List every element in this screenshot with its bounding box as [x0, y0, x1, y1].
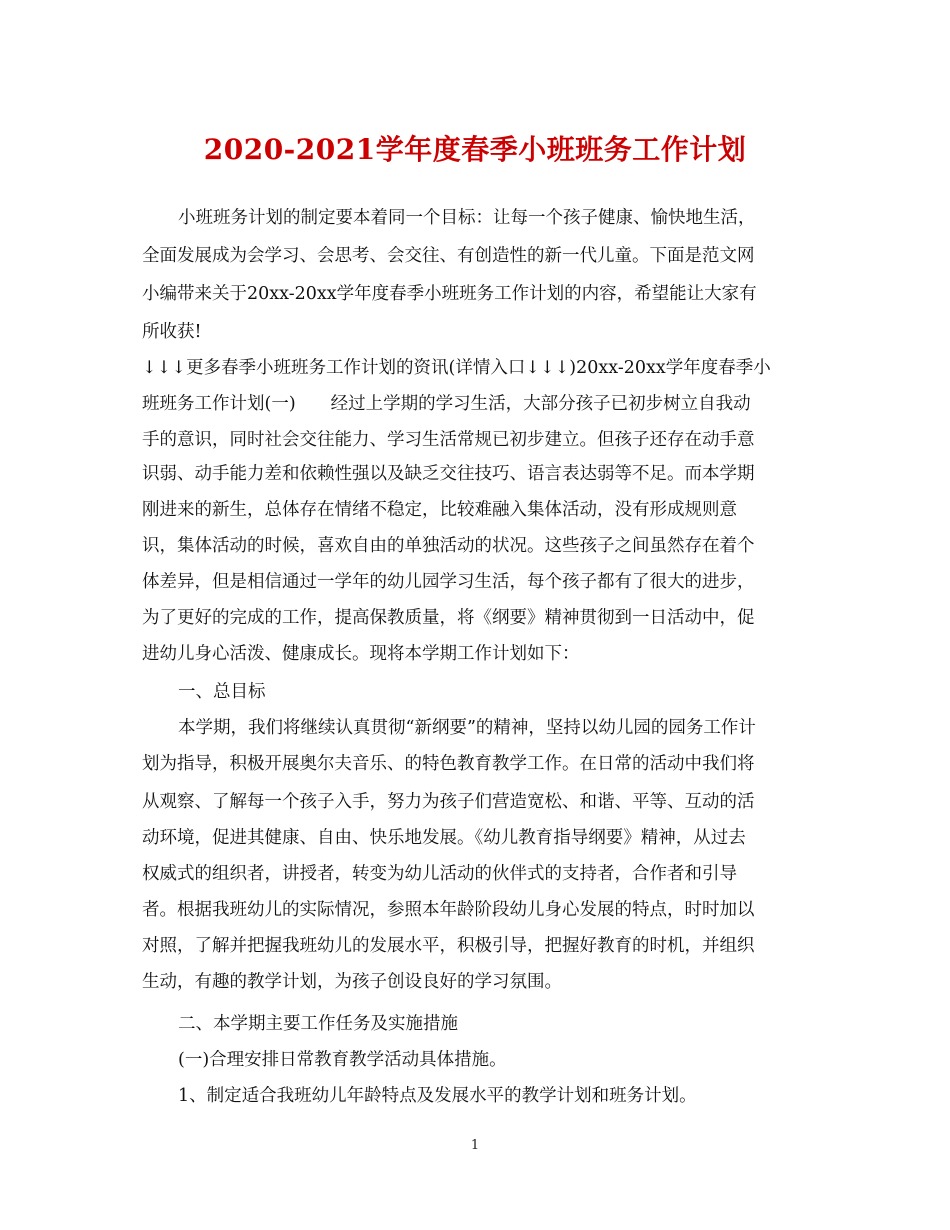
paragraph-line: 进幼儿身心活泼、健康成长。现将本学期工作计划如下： — [142, 644, 580, 664]
paragraph-line: 手的意识，同时社会交往能力、学习生活常规已初步建立。但孩子还存在动手意 — [142, 430, 755, 450]
paragraph-line: 全面发展成为会学习、会思考、会交往、有创造性的新一代儿童。下面是范文网 — [142, 246, 755, 266]
subsection-heading: (一)合理安排日常教育教学活动具体措施。 — [178, 1050, 507, 1070]
page-number: 1 — [470, 1138, 480, 1153]
paragraph-line: 生动，有趣的教学计划，为孩子创设良好的学习氛围。 — [142, 972, 562, 992]
paragraph-line: 对照，了解并把握我班幼儿的发展水平，积极引导，把握好教育的时机，并组织 — [142, 936, 755, 956]
paragraph-line: 班班务工作计划(一) 经过上学期的学习生活，大部分孩子已初步树立自我动 — [142, 394, 751, 414]
paragraph-line: 识弱、动手能力差和依赖性强以及缺乏交往技巧、语言表达弱等不足。而本学期 — [142, 464, 755, 484]
paragraph-line: 从观察、了解每一个孩子入手，努力为孩子们营造宽松、和谐、平等、互动的活 — [142, 792, 755, 812]
section-heading: 二、本学期主要工作任务及实施措施 — [178, 1014, 458, 1034]
paragraph-line: 划为指导，积极开展奥尔夫音乐、的特色教育教学工作。在日常的活动中我们将 — [142, 754, 755, 774]
paragraph-line: 为了更好的完成的工作，提高保教质量，将《纲要》精神贯彻到一日活动中，促 — [142, 608, 755, 628]
paragraph-line: 小编带来关于20xx-20xx学年度春季小班班务工作计划的内容，希望能让大家有 — [142, 284, 757, 304]
paragraph-line: 本学期，我们将继续认真贯彻“新纲要”的精神，坚持以幼儿园的园务工作计 — [178, 718, 756, 738]
paragraph-line: 权威式的组织者，讲授者，转变为幼儿活动的伙伴式的支持者，合作者和引导 — [142, 864, 737, 884]
paragraph-line: ↓↓↓更多春季小班班务工作计划的资讯(详情入口↓↓↓)20xx-20xx学年度春季小 — [142, 358, 771, 378]
paragraph-line: 体差异，但是相信通过一学年的幼儿园学习生活，每个孩子都有了很大的进步， — [142, 572, 755, 592]
paragraph-line: 者。根据我班幼儿的实际情况，参照本年龄阶段幼儿身心发展的特点，时时加以 — [142, 900, 755, 920]
document-title: 2020-2021学年度春季小班班务工作计划 — [203, 133, 747, 166]
list-item: 1、制定适合我班幼儿年龄特点及发展水平的教学计划和班务计划。 — [178, 1086, 697, 1106]
paragraph-line: 小班班务计划的制定要本着同一个目标：让每一个孩子健康、愉快地生活， — [178, 208, 756, 228]
paragraph-line: 所收获! — [142, 322, 202, 342]
paragraph-line: 动环境，促进其健康、自由、快乐地发展。《幼儿教育指导纲要》精神，从过去 — [142, 828, 746, 848]
section-heading: 一、总目标 — [178, 682, 266, 702]
paragraph-line: 刚进来的新生，总体存在情绪不稳定，比较难融入集体活动，没有形成规则意 — [142, 500, 737, 520]
paragraph-line: 识，集体活动的时候，喜欢自由的单独活动的状况。这些孩子之间虽然存在着个 — [142, 536, 755, 556]
